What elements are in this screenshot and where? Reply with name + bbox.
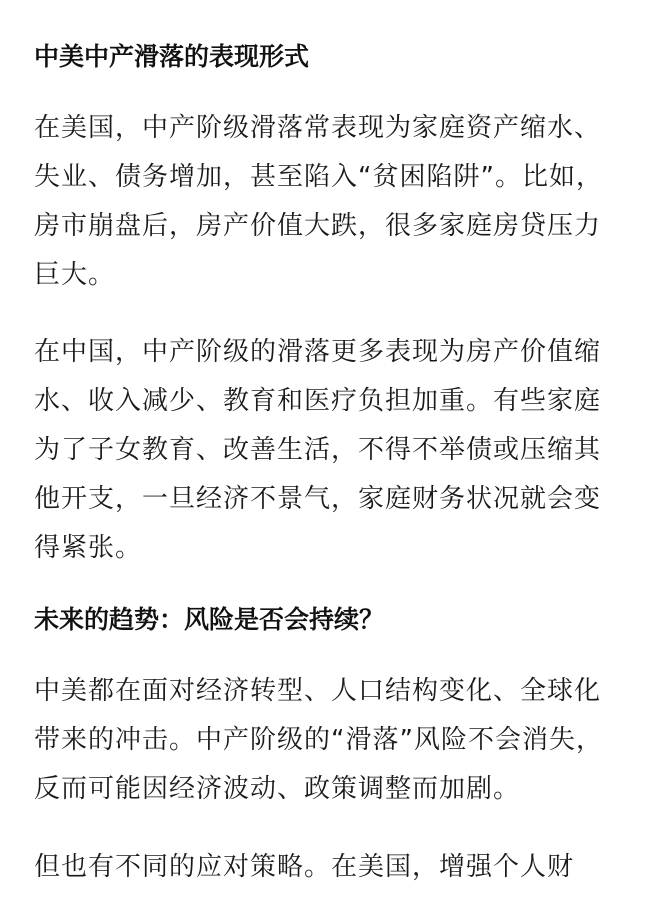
paragraph-us: 在美国，中产阶级滑落常表现为家庭资产缩水、失业、债务增加，甚至陷入“贫困陷阱”。比如，房市崩盘后，房产价值大跌，很多家庭房贷压力巨大。 — [34, 113, 603, 290]
article-body — [34, 38, 620, 892]
section-heading-future-trend: 未来的趋势：风险是否会持续？ — [34, 605, 385, 634]
paragraph-china: 在中国，中产阶级的滑落更多表现为房产价值缩水、收入减少、教育和医疗负担加重。有些家庭为了子女教育、改善生活，不得不举债或压缩其他开支，一旦经济不景气，家庭财务状况就会变得紧张。 — [34, 337, 602, 563]
paragraph-risk: 中美都在面对经济转型、人口结构变化、全球化带来的冲击。中产阶级的“滑落”风险不会消失，反而可能因经济波动、政策调整而加剧。 — [34, 676, 603, 804]
paragraph-strategies-partial: 但也有不同的应对策略。在美国，增强个人财 — [34, 852, 575, 882]
section-heading-manifestation: 中美中产滑落的表现形式 — [34, 42, 310, 71]
